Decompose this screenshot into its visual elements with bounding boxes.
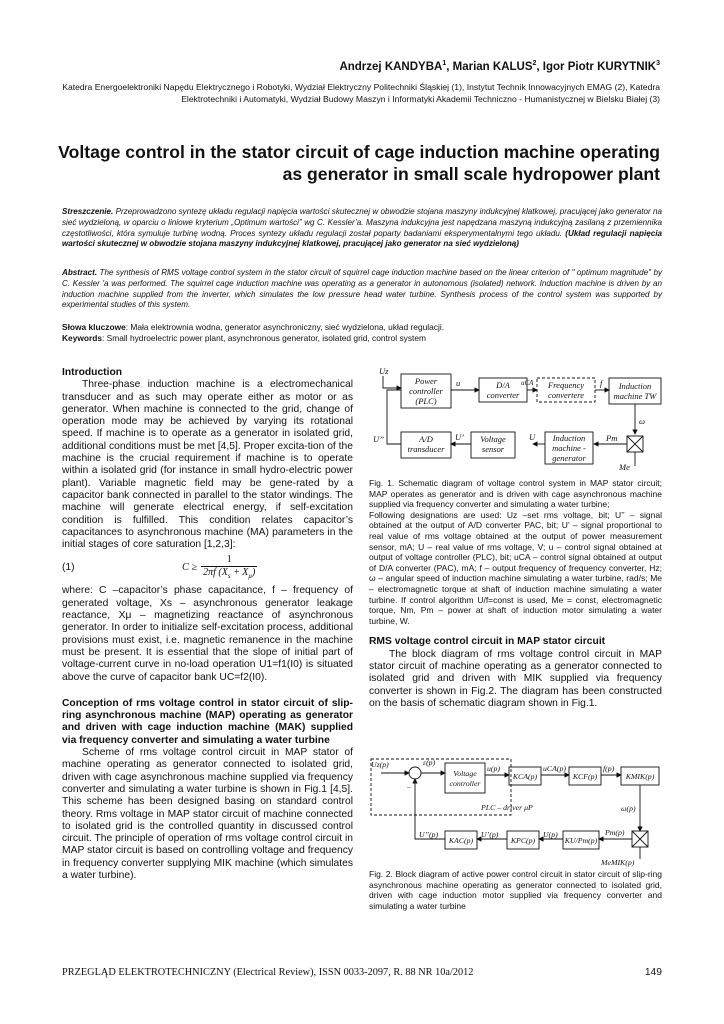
author-separator: , (446, 60, 453, 73)
da-line: D/A (496, 380, 510, 390)
section-heading-rms: RMS voltage control circuit in MAP stator circuit (369, 636, 606, 648)
figure-1-caption: Fig. 1. Schematic diagram of voltage control system in MAP stator circuit; MAP operates as generator and is driven with cage asynchronous machine supplied via frequency converter and simulating a water turbine; (369, 478, 662, 510)
den-part: 2πf (X (203, 567, 228, 579)
keywords-pl-text: : Mała elektrownia wodna, generator asynchroniczny, sieć wydzielona, układ regulacji. (125, 322, 445, 332)
equation-1 (62, 551, 353, 585)
streszczenie-label: Streszczenie. (62, 207, 114, 216)
label-u2: U’’ (373, 434, 384, 444)
right-column (369, 478, 662, 710)
den-part: + X (230, 567, 249, 579)
label-u: u (456, 378, 461, 388)
pc-line: (PLC) (415, 396, 437, 406)
abstract-paragraph (62, 268, 662, 311)
fc-line: Frequency (547, 380, 585, 390)
label-memik: MeMIK(p) (601, 858, 635, 867)
label-f: f (600, 378, 603, 388)
ad-line: transducer (407, 444, 445, 454)
streszczenie-paragraph (62, 207, 662, 250)
equation-number: (1) (62, 562, 75, 574)
den-sub: s (227, 572, 231, 581)
label-omegap: ω(p) (621, 804, 636, 813)
keywords-en-label: Keywords (62, 333, 103, 343)
author-name: Igor Piotr KURYTNIK (542, 60, 657, 73)
kupm-label: KU/Pm(p) (564, 836, 598, 845)
label-pmp: Pm(p) (605, 828, 625, 837)
label-me: Me (619, 462, 630, 472)
summing-junction (409, 767, 421, 779)
streszczenie-text: Przeprowadzono syntezę układu regulacji napięcia wartości skutecznej w obwodzie stojana maszyny indukcyjnej klatkowej, pracującej jako generator na sieć wydzieloną, w oparciu o liniowe kryterium „Optimum wartości” wg C. Kessler’a. Maszyna indukcyjna jest napędzana maszyną indukcyjną zasilaną z przemiennika częstotliwości, która symuluje turbinę wodną. Proces syntezy układu regulacji został poparty badaniami eksperymentalnymi tego układu. (62, 207, 662, 238)
author-list (60, 60, 660, 73)
author-name: Marian KALUS (452, 60, 533, 73)
concept-paragraph-1: Scheme of rms voltage control circuit in MAP stator of machine operating as generator connected to isolated grid, driven with cage asynchronous machine supplied via frequency converter and simulating a water turbine is shown in Fig.1 [4,5]. This scheme has been designed basing on standard control theory. Rms voltage in MAP stator circuit of machine connected to isolated grid is the controlled quantity in discussed control circuit. The principle of operation of rms voltage control circuit in MAP stator circuit is based on controlling voltage and frequency in frequency converter supplying MIK machine (which simulates a water turbine). (62, 747, 353, 881)
label-u1p: U’(p) (481, 830, 499, 839)
rms-paragraph-1: The block diagram of rms voltage control circuit in MAP stator circuit of machine operating as a generator connected to isolated grid and driven with MIK supplied via frequency converter is shown in Fig.2. The diagram has been constructed on the basis of schematic diagram shown in Fig.1. (369, 648, 662, 709)
gen-line: generator (552, 453, 586, 463)
streszczenie-bold-title: (Układ regulacji napięcia wartości skutecznej w obwodzie stojana maszyny indukcyjnej klatkowej, pracującej jako generator na sieć wydzieloną) (62, 228, 662, 249)
label-uz: Uz (379, 368, 389, 376)
voltage-controller-block (445, 763, 485, 793)
paper-title: Voltage control in the stator circuit of cage induction machine operating as generator in small scale hydropower plant (58, 142, 660, 184)
keywords-en-text: : Small hydroelectric power plant, asynchronous generator, isolated grid, control system (102, 333, 427, 343)
vc-line: controller (449, 779, 481, 788)
journal-footer: PRZEGLĄD ELEKTROTECHNICZNY (Electrical Review), ISSN 0033-2097, R. 88 NR 10a/2012 (62, 967, 474, 978)
page-number: 149 (644, 967, 662, 978)
label-uca: uCA (521, 379, 534, 387)
den-sub: μ (248, 572, 252, 581)
figure-2-caption: Fig. 2. Block diagram of active power control circuit in stator circuit of slip-ring asynchronous machine operating as generator connected to isolated grid, driven with cage induction motor supplied via frequency converter and simulating a water turbine (369, 869, 662, 911)
label-ep: ε(p) (423, 758, 436, 767)
fc-line: convertere (547, 390, 585, 400)
label-up: u(p) (487, 764, 500, 773)
vs-line: Voltage (480, 434, 506, 444)
intro-paragraph-1: Three-phase induction machine is a electromechanical transducer and as such may operate either as motor or as generator. When machine is connected to the grid, change of operation mode may be achieved by varying its rotational speed. If machine is to operate as a generator in isolated grid, additional conditions must be met [4,5]. Proper excita-tion of the machine is the crucial requirement if machine is to operate within a isolated grid (for instance in small hydro-electric power plant). Variable magnetic field may be gene-rated by a capacitor bank connected in parallel to the stator windings. The machine will generate electrical energy, if self-excitation condition is fulfilled. This condition relates capacitor’s capacitances to asynchronous machine (MA) parameters in the initial stages of core saturation [1,2,3]: (62, 379, 353, 551)
keywords-block (62, 322, 662, 344)
author-name: Andrzej KANDYBA (339, 60, 443, 73)
vc-line: Voltage (453, 769, 477, 778)
equation-fraction (201, 554, 257, 583)
fraction-denominator (201, 566, 257, 582)
pc-line: Power (414, 376, 438, 386)
kmik-label: KMIK(p) (625, 772, 655, 781)
abstract-label: Abstract. (62, 268, 98, 277)
tw-line: machine TW (613, 391, 657, 401)
kpc-label: KPC(p) (510, 836, 536, 845)
author-superscript: 3 (656, 60, 660, 67)
section-heading-introduction: Introduction (62, 367, 123, 378)
kcf-label: KCF(p) (572, 772, 598, 781)
fraction-numerator: 1 (226, 554, 232, 566)
gen-line: Induction (552, 433, 586, 443)
keywords-pl-label: Słowa kluczowe (62, 322, 126, 332)
label-ucap: uCA(p) (543, 764, 566, 773)
intro-paragraph-2: where: C –capacitor’s phase capacitance, f – frequency of generated voltage, Xs – asynchronous generator leakage reactance, Xμ – magnetizing reactance of asynchronous generator. In order to initialize self-excitation process, additional provisions must exist, i.e. magnetic remanence in the machine must be present. It is essential that the slope of initial part of voltage-current curve in no-load operation U1=f1(I0) is situated above the curve of capacitor bank UC=f2(I0). (62, 585, 353, 683)
equation-lhs: C ≥ (182, 562, 198, 574)
figure-1-diagram (369, 368, 662, 474)
vs-line: sensor (481, 444, 505, 454)
label-Up: U(p) (543, 830, 558, 839)
label-minus: – (407, 782, 411, 791)
tw-line: Induction (618, 381, 652, 391)
gen-line: machine - (552, 443, 586, 453)
label-uzp: Uz(p) (371, 760, 389, 769)
figure-1-legend: Following designations are used: Uz –set rms voltage, bit; U’’ – signal obtained at the output of A/D converter PAC, bit; U’ – signal proportional to real value of rms voltage obtained at the output of power measurement sensor, mA; U – real value of rms voltage, V; u – control signal obtained at output of voltage controller (PLC), bit; uCA – control signal obtained at output of D/A converter (PAC), mA; f – output frequency of frequency converter, Hz; ω – angular speed of induction machine simulating a water turbine, rad/s; Me – electromagnetic torque at shaft of induction machine simulating a water turbine. If control algorithm U/f=const is used, Me = const, electromagnetic torque, Nm, Pm – power at shaft of induction motor simulating a water turbine, W. (369, 509, 662, 626)
kac-label: KAC(p) (448, 836, 474, 845)
label-U: U (529, 432, 536, 442)
label-pm: Pm (606, 433, 618, 443)
pc-line: controller (409, 386, 443, 396)
label-u2p: U’’(p) (419, 830, 439, 839)
ad-line: A/D (419, 434, 433, 444)
author-superscript: 1 (442, 60, 447, 67)
label-omega: ω (639, 416, 646, 426)
figure-2-diagram (369, 755, 662, 867)
kca-label: KCA(p) (512, 772, 538, 781)
label-u1: U’ (455, 432, 464, 442)
left-column (62, 367, 353, 882)
abstract-text: The synthesis of RMS voltage control system in the stator circuit of squirrel cage induction machine based on the linear criterion of " optimum magnitude" by C. Kessler 'a was performed. The squirrel cage induction machine was operating as a generator in autonomous (isolated) network. Induction machine is driven by an induction machine supplied from the inverter, which simulates the low pressure head water turbine. Synthesis process of the control system was supported by experimental studies of this system. (62, 268, 662, 310)
section-heading-conception: Conception of rms voltage control in stator circuit of slip-ring asynchronous machine (MAP) operating as generator and driven with cage induction machine (MAK) supplied via frequency converter and simulating a water turbine (62, 697, 353, 746)
author-superscript: 2 (532, 60, 537, 67)
author-separator: , (536, 60, 543, 73)
label-fp: f(p) (603, 764, 615, 773)
da-line: converter (486, 390, 520, 400)
affiliation: Katedra Energoelektroniki Napędu Elektrycznego i Robotyki, Wydział Elektryczny Politechniki Śląskiej (1), Instytut Technik Innowacyjnych EMAG (2), Katedra Elektrotechniki i Automatyki, Wydział Budowy Maszyn i Informatyki Akademii Techniczno - Humanistycznej w Bielsku Białej (3) (62, 82, 660, 104)
label-plc: PLC – driver μP (481, 803, 533, 812)
den-part: ) (251, 567, 256, 579)
